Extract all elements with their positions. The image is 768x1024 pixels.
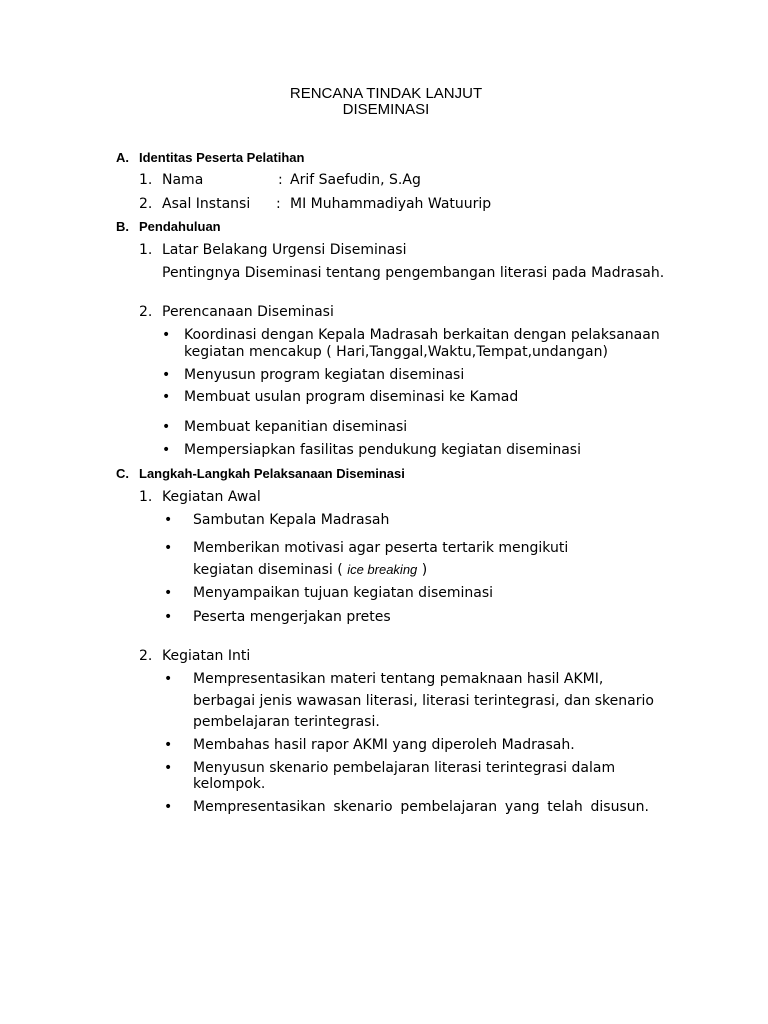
section-b-item-2-label: Perencanaan Diseminasi [162, 304, 334, 320]
section-b-bullet-5: Mempersiapkan fasilitas pendukung kegiatan diseminasi [184, 442, 581, 458]
section-b-item-2-num: 2. [139, 304, 153, 320]
bullet-icon: • [162, 327, 171, 343]
section-c-title: Langkah-Langkah Pelaksanaan Diseminasi [139, 466, 405, 481]
bullet-icon: • [162, 419, 171, 435]
bullet-icon: • [164, 760, 173, 776]
bullet-icon: • [164, 512, 173, 528]
section-a-item-1-num: 1. [139, 172, 153, 188]
section-c-inti-bullet-4: Mempresentasikan skenario pembelajaran yang telah disusun. [193, 799, 649, 815]
section-c-inti-bullet-3-line2: kelompok. [193, 776, 266, 792]
bullet-icon: • [164, 799, 173, 815]
section-c-inti-bullet-1-line1: Mempresentasikan materi tentang pemaknaan hasil AKMI, [193, 671, 604, 687]
section-a-title: Identitas Peserta Pelatihan [139, 150, 305, 165]
bullet-icon: • [164, 585, 173, 601]
section-a-item-1-value: Arif Saefudin, S.Ag [290, 172, 421, 188]
bullet-icon: • [164, 737, 173, 753]
section-c-letter: C. [116, 466, 129, 481]
section-a-item-2-num: 2. [139, 196, 153, 212]
section-c-inti-bullet-3-line1: Menyusun skenario pembelajaran literasi terintegrasi dalam [193, 760, 616, 776]
section-c-item-2-num: 2. [139, 648, 153, 664]
section-c-inti-bullet-2: Membahas hasil rapor AKMI yang diperoleh Madrasah. [193, 737, 575, 753]
bullet-icon: • [164, 671, 173, 687]
section-b-item-1-label: Latar Belakang Urgensi Diseminasi [162, 242, 407, 258]
section-a-item-2-label: Asal Instansi [162, 196, 251, 212]
section-b-bullet-4: Membuat kepanitian diseminasi [184, 419, 408, 435]
document-title-line1: RENCANA TINDAK LANJUT [289, 85, 483, 102]
section-a-item-2-colon: : [276, 196, 281, 212]
section-b-item-1-text: Pentingnya Diseminasi tentang pengembangan literasi pada Madrasah. [162, 265, 665, 281]
section-c-item-1-num: 1. [139, 489, 153, 505]
section-b-item-1-num: 1. [139, 242, 153, 258]
section-b-bullet-2: Menyusun program kegiatan diseminasi [184, 367, 465, 383]
section-c-awal-bullet-1: Sambutan Kepala Madrasah [193, 512, 390, 528]
section-a-item-1-label: Nama [162, 172, 204, 188]
section-b-bullet-1-line2: kegiatan mencakup ( Hari,Tanggal,Waktu,Tempat,undangan) [184, 344, 608, 360]
section-b-bullet-1-line1: Koordinasi dengan Kepala Madrasah berkaitan dengan pelaksanaan [184, 327, 660, 343]
section-b-title: Pendahuluan [139, 219, 221, 234]
ice-breaking-italic: ice breaking [347, 562, 418, 577]
bullet-icon: • [164, 609, 173, 625]
bullet-icon: • [164, 540, 173, 556]
section-c-inti-bullet-1-line2: berbagai jenis wawasan literasi, literasi terintegrasi, dan skenario [193, 693, 654, 709]
section-c-item-1-label: Kegiatan Awal [162, 489, 261, 505]
section-c-awal-bullet-2-line2: kegiatan diseminasi ( ice breaking ) [193, 562, 428, 578]
section-c-item-2-label: Kegiatan Inti [162, 648, 251, 664]
section-c-inti-bullet-1-line3: pembelajaran terintegrasi. [193, 714, 380, 730]
section-a-item-2-value: MI Muhammadiyah Watuurip [290, 196, 492, 212]
document-title-line2: DISEMINASI [342, 101, 430, 118]
bullet-icon: • [162, 367, 171, 383]
section-b-bullet-3: Membuat usulan program diseminasi ke Kamad [184, 389, 519, 405]
section-c-awal-bullet-2-line1: Memberikan motivasi agar peserta tertarik mengikuti [193, 540, 569, 556]
section-b-letter: B. [116, 219, 129, 234]
section-c-awal-bullet-4: Peserta mengerjakan pretes [193, 609, 391, 625]
section-a-item-1-colon: : [278, 172, 283, 188]
section-a-letter: A. [116, 150, 129, 165]
bullet-icon: • [162, 442, 171, 458]
bullet-icon: • [162, 389, 171, 405]
section-c-awal-bullet-3: Menyampaikan tujuan kegiatan diseminasi [193, 585, 494, 601]
